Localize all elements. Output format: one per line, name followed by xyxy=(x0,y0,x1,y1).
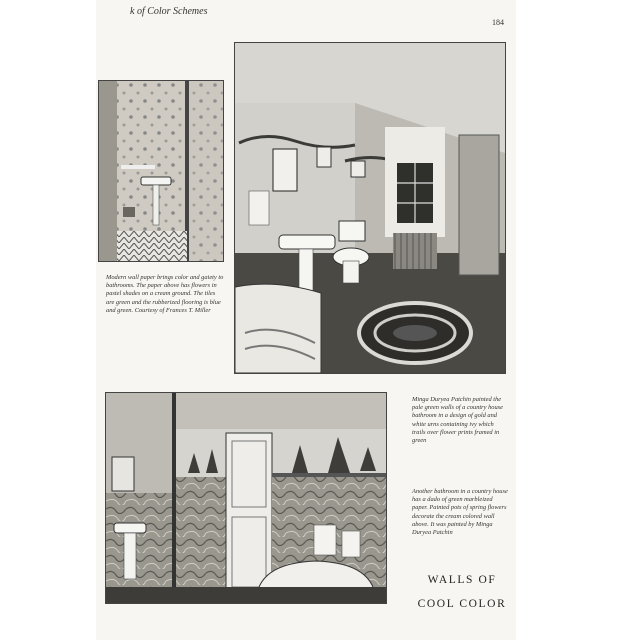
running-head: k of Color Schemes xyxy=(130,6,208,17)
photo-modern-wallpaper-bathroom xyxy=(98,80,224,262)
photo-painted-green-bathroom xyxy=(234,42,506,374)
section-title xyxy=(412,568,512,616)
section-title-line-2: COOL COLOR xyxy=(417,598,507,610)
section-title-line-1: WALLS OF xyxy=(427,574,497,586)
caption-marbleized-dado: Another bathroom in a country house has a dado of green marbleized paper. Painted pots of spring flowers decorate the cream colored wall above. It was painted by Minga Duryea Patchin xyxy=(412,488,508,537)
page-number: 184 xyxy=(492,18,504,27)
photo-marbleized-dado-bathroom xyxy=(105,392,387,604)
caption-painted-walls: Minga Duryea Patchin painted the pale green walls of a country house bathroom in a design of gold and white urns containing ivy which trails over flower prints framed in green xyxy=(412,396,503,445)
caption-modern-wallpaper: Modern wall paper brings color and gaiety to bathrooms. The paper above has flowers in pastel shades on a cream ground. The tiles are green and the rubberized flooring is blue and green. Courtesy of Frances T. Miller xyxy=(106,274,224,314)
